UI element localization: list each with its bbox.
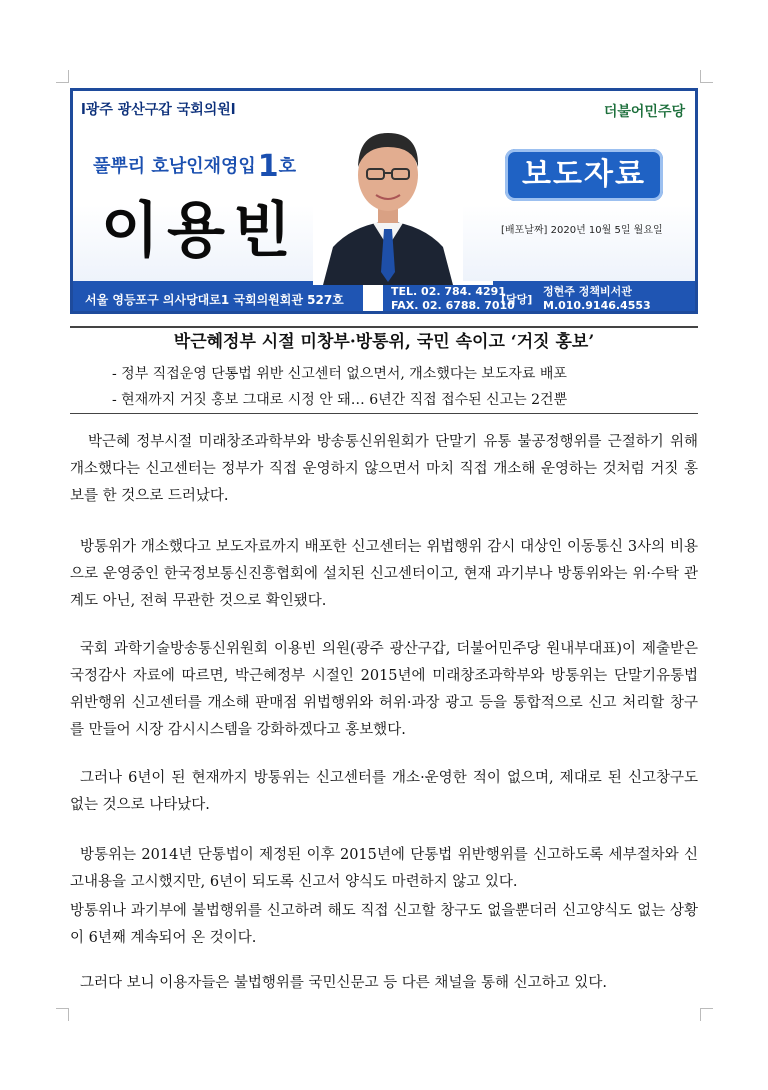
subhead: - 정부 직접운영 단통법 위반 신고센터 없으면서, 개소했다는 보도자료 배포: [112, 366, 567, 382]
body-paragraph: 방통위나 과기부에 불법행위를 신고하려 해도 직접 신고할 창구도 없을뿐더러 신고양식도 없는 상황이 6년째 계속되어 온 것이다.: [70, 903, 698, 946]
body-paragraph: 그러나 6년이 된 현재까지 방통위는 신고센터를 개소·운영한 적이 없으며, 제대로 된 신고창구도 없는 것으로 나타났다.: [70, 770, 698, 813]
corner-mark: [700, 1008, 713, 1021]
body-paragraph: 방통위가 개소했다고 보도자료까지 배포한 신고센터는 위법행위 감시 대상인 이동통신 3사의 비용으로 운영중인 한국정보통신진흥협회에 설치된 신고센터이고, 현재 과기부나 방통위와는 위·수탁 관계도 아닌, 전혀 무관한 것으로 확인됐다.: [70, 539, 698, 609]
contact-info: [543, 285, 651, 313]
release-date: [배포날짜] 2020년 10월 5일 월요일: [501, 225, 663, 236]
office-address: 서울 영등포구 의사당대로1 국회의원회관 527호: [85, 293, 344, 307]
slogan-suffix: 호: [278, 156, 297, 177]
contact-label: [담당]: [501, 293, 533, 306]
press-banner: [70, 88, 698, 314]
corner-mark: [56, 70, 69, 83]
slogan-number: 1: [257, 149, 279, 184]
body-paragraph: 박근혜 정부시절 미래창조과학부와 방송통신위원회가 단말기 유통 불공정행위를 근절하기 위해 개소했다는 신고센터는 정부가 직접 운영하지 않으면서 마치 직접 개소해 운영하는 것처럼 거짓 홍보를 한 것으로 드러났다.: [70, 434, 698, 504]
body-paragraph: 국회 과학기술방송통신위원회 이용빈 의원(광주 광산구갑, 더불어민주당 원내부대표)이 제출받은 국정감사 자료에 따르면, 박근혜정부 시절인 2015년에 미래창조과학부와 방통위는 단말기유통법 위반행위 신고센터를 개소해 판매점 위법행위와 허위·과장 광고 등을 통합적으로 신고 처리할 창구를 만들어 시장 감시시스템을 강화하겠다고 홍보했다.: [70, 641, 698, 738]
contact-name: 정현주 정책비서관: [543, 285, 632, 298]
body-paragraph: 그러다 보니 이용자들은 불법행위를 국민신문고 등 다른 채널을 통해 신고하고 있다.: [80, 975, 607, 991]
district-label: l광주 광산구갑 국회의원l: [81, 102, 236, 118]
corner-mark: [56, 1008, 69, 1021]
party-logo: 더불어민주당: [603, 104, 685, 120]
subhead: - 현재까지 거짓 홍보 그대로 시정 안 돼… 6년간 직접 접수된 신고는 2건뿐: [112, 392, 568, 408]
press-release-badge: 보도자료: [505, 149, 663, 201]
headline: 박근혜정부 시절 미창부·방통위, 국민 속이고 ‘거짓 홍보’: [173, 332, 595, 352]
corner-mark: [700, 70, 713, 83]
slogan-text: 풀뿌리 호남인재영입: [93, 156, 256, 177]
body-paragraph: 방통위는 2014년 단통법이 제정된 이후 2015년에 단통법 위반행위를 신고하도록 세부절차와 신고내용을 고시했지만, 6년이 되도록 신고서 양식도 마련하지 않고 있다.: [70, 847, 698, 890]
fax-number: FAX. 02. 6788. 7010: [391, 299, 515, 312]
lawmaker-portrait: [313, 97, 463, 285]
tel-number: TEL. 02. 784. 4291: [391, 285, 506, 298]
headline-bottom-rule: [70, 413, 698, 414]
slogan: [93, 149, 296, 184]
contact-phone: M.010.9146.4553: [543, 299, 651, 312]
lawmaker-name: 이용빈: [101, 196, 299, 266]
